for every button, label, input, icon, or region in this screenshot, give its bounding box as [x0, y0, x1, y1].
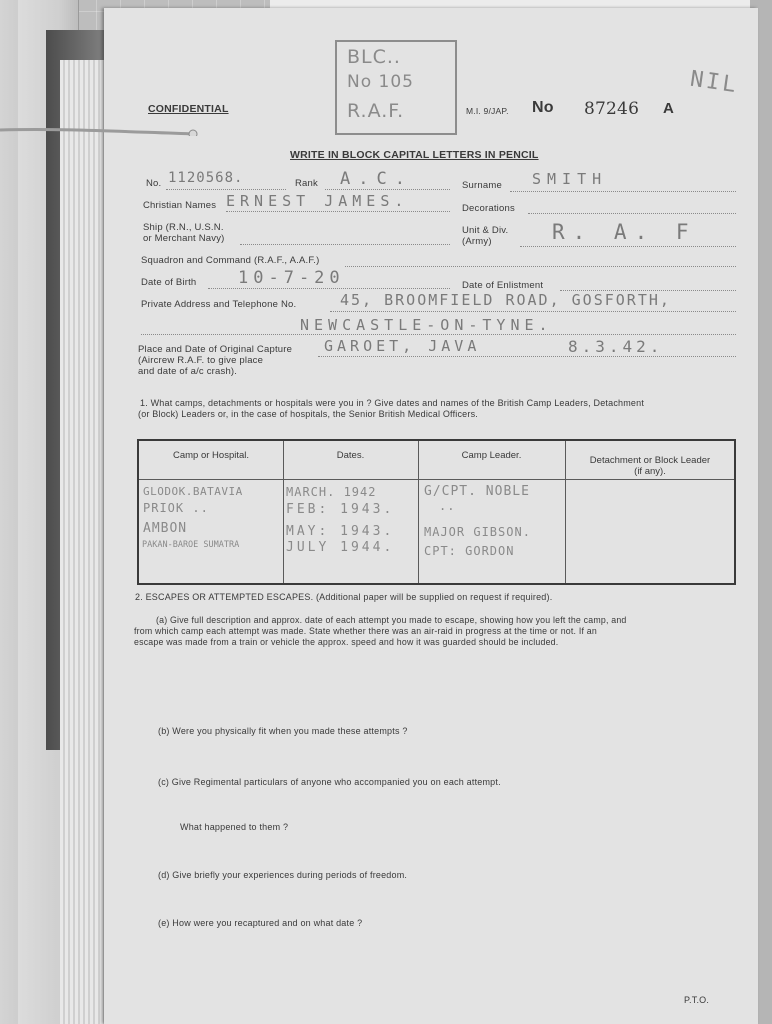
address-line-rule-2	[141, 334, 736, 335]
decorations-line	[528, 213, 736, 214]
table-header-camp: Camp or Hospital.	[172, 450, 250, 461]
dob-line	[208, 288, 450, 289]
table-cell: PRIOK ..	[143, 501, 209, 515]
stamp-line-3: R.A.F.	[347, 100, 405, 122]
question-2e: (e) How were you recaptured and on what date ?	[158, 918, 363, 928]
dob-label: Date of Birth	[141, 277, 197, 288]
instruction-heading: WRITE IN BLOCK CAPITAL LETTERS IN PENCIL	[290, 149, 539, 161]
form-reference: M.I. 9/JAP.	[466, 106, 509, 116]
christian-names-line	[226, 211, 450, 212]
table-cell: FEB: 1943.	[286, 502, 395, 517]
decorations-label: Decorations	[462, 203, 515, 214]
squadron-line	[345, 266, 736, 267]
unit-label-1: Unit & Div.	[462, 225, 509, 236]
capture-label-2: (Aircrew R.A.F. to give place	[138, 355, 264, 366]
squadron-label: Squadron and Command (R.A.F., A.A.F.)	[141, 255, 320, 266]
camps-table	[137, 439, 736, 585]
rank-line	[325, 189, 450, 190]
capture-label-3: and date of a/c crash).	[138, 366, 238, 377]
capture-place: GAROET, JAVA	[324, 337, 481, 355]
ship-label-2: or Merchant Navy)	[143, 233, 225, 244]
table-cell: G/CPT. NOBLE	[424, 484, 530, 499]
question-2c-follow: What happened to them ?	[180, 822, 289, 832]
question-2c: (c) Give Regimental particulars of anyone who accompanied you on each attempt.	[158, 777, 501, 787]
surname-value: SMITH	[532, 170, 608, 188]
table-header-camp-leader: Camp Leader.	[461, 450, 522, 461]
ship-label-1: Ship (R.N., U.S.N.	[143, 222, 224, 233]
surname-label: Surname	[462, 180, 502, 191]
unit-label-2: (Army)	[462, 236, 492, 247]
question-2d: (d) Give briefly your experiences during periods of freedom.	[158, 870, 408, 880]
corner-annotation: NIL	[688, 66, 741, 99]
table-cell: PAKAN-BAROE SUMATRA	[142, 540, 240, 550]
unit-value: R. A. F	[552, 220, 697, 244]
number-symbol: No	[532, 99, 554, 116]
question-2-heading: 2. ESCAPES OR ATTEMPTED ESCAPES. (Additional paper will be supplied on request if required).	[135, 592, 553, 602]
surname-line	[510, 191, 736, 192]
christian-names-value: ERNEST JAMES.	[226, 192, 409, 210]
confidential-label: CONFIDENTIAL	[148, 103, 229, 115]
table-cell: ..	[439, 499, 456, 513]
table-cell: AMBON	[143, 521, 188, 536]
capture-label-1: Place and Date of Original Capture	[138, 344, 293, 355]
pto-label: P.T.O.	[684, 995, 710, 1005]
address-line-1: 45, BROOMFIELD ROAD, GOSFORTH,	[340, 291, 671, 309]
address-line-2: NEWCASTLE-ON-TYNE.	[300, 316, 553, 334]
service-no-value: 1120568.	[168, 170, 244, 186]
address-label: Private Address and Telephone No.	[141, 299, 297, 310]
service-no-label: No.	[146, 178, 162, 189]
capture-line	[318, 356, 736, 357]
address-line-rule-1	[330, 311, 736, 312]
table-header-detachment-leader: Detachment or Block Leader (if any).	[589, 455, 711, 477]
table-cell: MAY: 1943.	[286, 524, 395, 539]
christian-names-label: Christian Names	[143, 200, 217, 211]
table-cell: JULY 1944.	[286, 540, 395, 555]
question-1-line-1: 1. What camps, detachments or hospitals were you in ? Give dates and names of the British Camp Leaders, Detachment	[140, 398, 645, 408]
serial-suffix: A	[663, 100, 675, 117]
unit-line	[520, 246, 736, 247]
table-cell: GLODOK.BATAVIA	[143, 485, 243, 498]
service-no-line	[166, 189, 286, 190]
table-cell: MAJOR GIBSON.	[424, 525, 531, 539]
table-header-dates: Dates.	[336, 450, 365, 461]
ship-line	[240, 244, 450, 245]
question-2a-line-3: escape was made from a train or vehicle the approx. speed and how it was guarded should be included.	[134, 637, 559, 647]
binding-string	[0, 126, 200, 136]
question-2a-line-2: from which camp each attempt was made. State whether there was an air-raid in progress at the time or not. If an	[134, 626, 597, 636]
table-cell: CPT: GORDON	[424, 544, 515, 558]
serial-number: 87246	[584, 99, 640, 119]
capture-date: 8.3.42.	[568, 337, 664, 356]
rank-value: A.C.	[340, 169, 413, 189]
enlistment-label: Date of Enlistment	[462, 280, 544, 291]
question-2a-line-1: (a) Give full description and approx. date of each attempt you made to escape, showing how you left the camp, and	[156, 615, 627, 625]
question-1-line-2: (or Block) Leaders or, in the case of hospitals, the Senior British Medical Officers.	[138, 409, 478, 419]
question-2b: (b) Were you physically fit when you made these attempts ?	[158, 726, 408, 736]
dob-value: 10-7-20	[238, 268, 345, 288]
registry-stamp	[335, 40, 457, 135]
stamp-line-1: BLC..	[347, 46, 401, 68]
rank-label: Rank	[295, 178, 318, 189]
table-cell: MARCH. 1942	[286, 485, 377, 499]
stamp-line-2: No 105	[347, 72, 414, 92]
